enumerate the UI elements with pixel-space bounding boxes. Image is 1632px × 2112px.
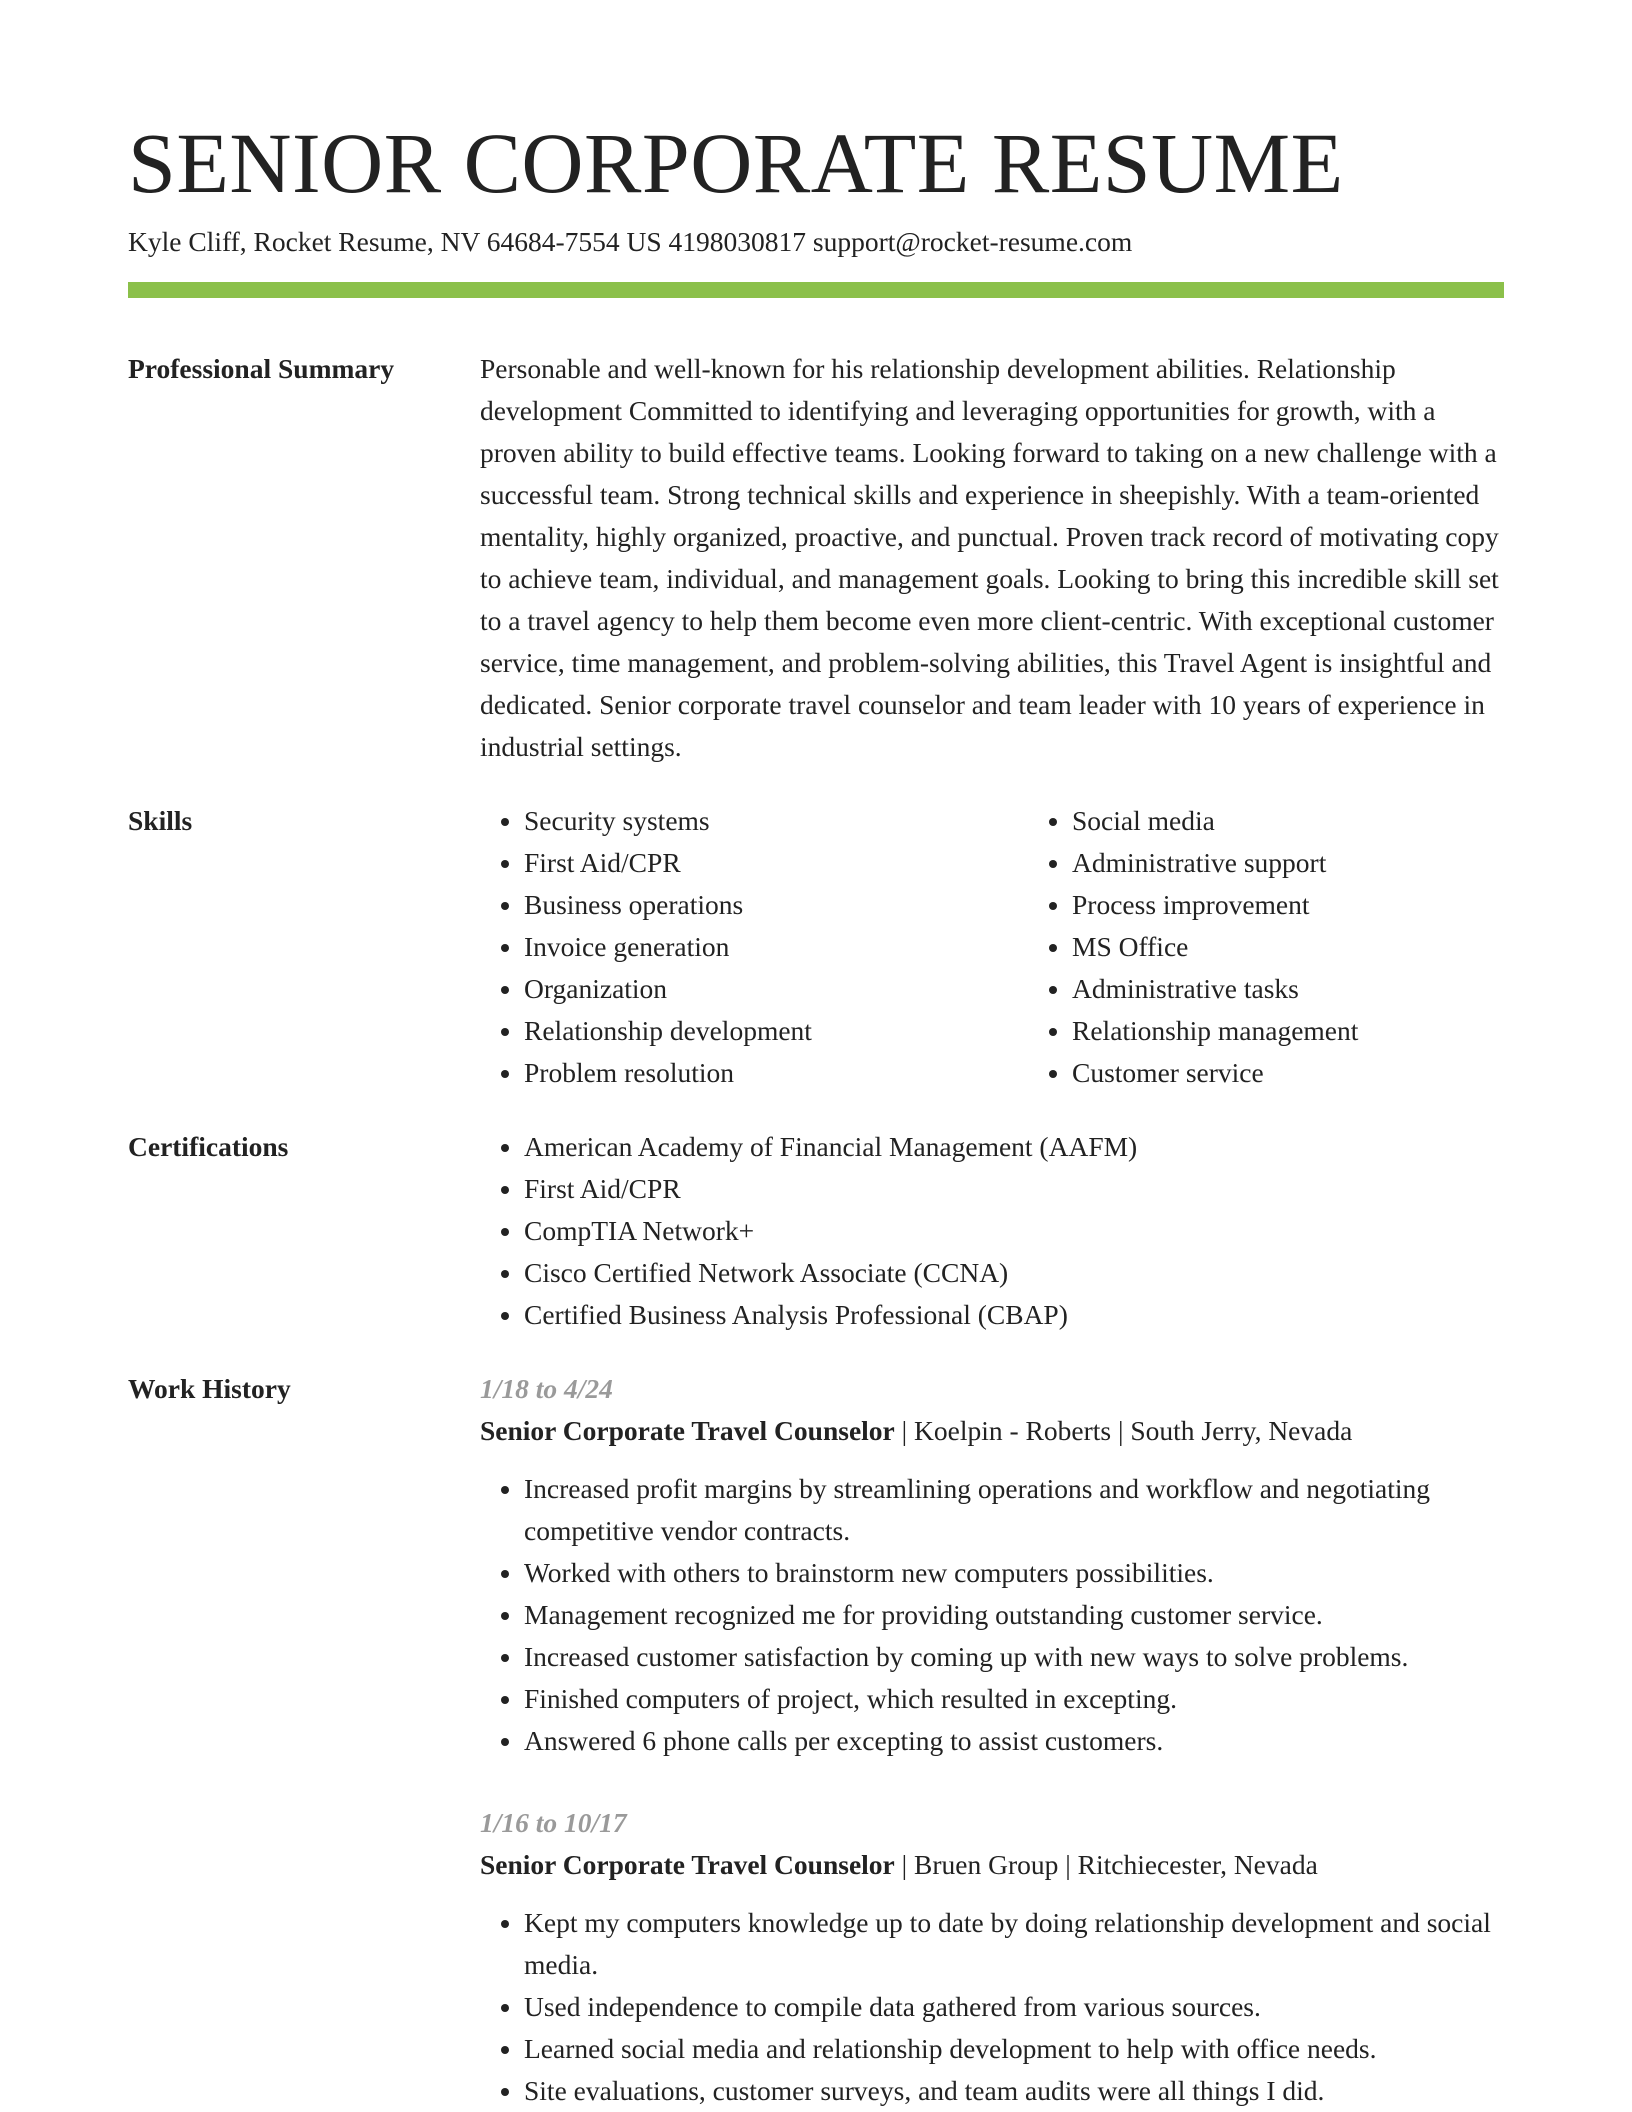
list-item: • Cisco Certified Network Associate (CCNA) bbox=[524, 1252, 1504, 1294]
list-item: • Answered 6 phone calls per excepting to assist customers. bbox=[524, 1720, 1504, 1762]
list-item: • Increased profit margins by streamlining operations and workflow and negotiating competitive vendor contracts. bbox=[524, 1468, 1504, 1552]
list-item: • Customer service bbox=[1072, 1052, 1576, 1094]
job-title-line bbox=[480, 1844, 1504, 1886]
job-details: | Koelpin - Roberts | South Jerry, Nevada bbox=[894, 1415, 1353, 1447]
list-item: • Administrative tasks bbox=[1072, 968, 1576, 1010]
certifications-section bbox=[128, 1126, 1504, 1336]
certifications-heading: Certifications bbox=[128, 1131, 289, 1163]
work-history-section bbox=[128, 1368, 1504, 2112]
list-item: • Business operations bbox=[524, 884, 1028, 926]
list-item: • American Academy of Financial Management (AAFM) bbox=[524, 1126, 1504, 1168]
list-item: • CompTIA Network+ bbox=[524, 1210, 1504, 1252]
list-item: • First Aid/CPR bbox=[524, 842, 1028, 884]
job-title-line bbox=[480, 1410, 1504, 1452]
list-item: • Process improvement bbox=[1072, 884, 1576, 926]
list-item: • Worked with others to brainstorm new computers possibilities. bbox=[524, 1552, 1504, 1594]
list-item: • Organization bbox=[524, 968, 1028, 1010]
summary-text: Personable and well-known for his relationship development abilities. Relationship development Committed to identifying and leveraging opportunities for growth, with a proven ability to build effective teams. Looking forward to taking on a new challenge with a successful team. Strong technical skills and experience in sheepishly. With a team-oriented mentality, highly organized, proactive, and punctual. Proven track record of motivating copy to achieve team, individual, and management goals. Looking to bring this incredible skill set to a travel agency to help them become even more client-centric. With exceptional customer service, time management, and problem-solving abilities, this Travel Agent is insightful and dedicated. Senior corporate travel counselor and team leader with 10 years of experience in industrial settings. bbox=[480, 353, 1499, 763]
skills-list-left bbox=[480, 800, 1028, 1094]
page-title: SENIOR CORPORATE RESUME bbox=[128, 115, 1344, 211]
job-title: Senior Corporate Travel Counselor bbox=[480, 1415, 895, 1447]
skills-heading: Skills bbox=[128, 805, 193, 837]
list-item: • Invoice generation bbox=[524, 926, 1028, 968]
job-details: | Bruen Group | Ritchiecester, Nevada bbox=[894, 1849, 1318, 1881]
accent-divider bbox=[128, 282, 1504, 298]
certifications-list bbox=[480, 1126, 1504, 1336]
list-item: • Increased customer satisfaction by coming up with new ways to solve problems. bbox=[524, 1636, 1504, 1678]
list-item: • Learned social media and relationship development to help with office needs. bbox=[524, 2028, 1504, 2070]
list-item: • Problem resolution bbox=[524, 1052, 1028, 1094]
job-bullets bbox=[480, 1468, 1504, 1762]
job-title: Senior Corporate Travel Counselor bbox=[480, 1849, 895, 1881]
job-entry bbox=[480, 1368, 1504, 1762]
list-item: • Relationship development bbox=[524, 1010, 1028, 1052]
list-item: • Finished computers of project, which resulted in excepting. bbox=[524, 1678, 1504, 1720]
work-history-heading: Work History bbox=[128, 1373, 291, 1405]
list-item: • Site evaluations, customer surveys, and team audits were all things I did. bbox=[524, 2070, 1504, 2112]
skills-list-right bbox=[1028, 800, 1576, 1094]
job-date: 1/18 to 4/24 bbox=[480, 1373, 613, 1405]
summary-heading: Professional Summary bbox=[128, 353, 395, 385]
list-item: • MS Office bbox=[1072, 926, 1576, 968]
summary-section bbox=[128, 348, 1504, 768]
job-date: 1/16 to 10/17 bbox=[480, 1807, 627, 1839]
skills-section bbox=[128, 800, 1504, 1094]
job-bullets bbox=[480, 1902, 1504, 2112]
job-entry bbox=[480, 1802, 1504, 2112]
list-item: • Relationship management bbox=[1072, 1010, 1576, 1052]
list-item: • Management recognized me for providing outstanding customer service. bbox=[524, 1594, 1504, 1636]
list-item: • Certified Business Analysis Professional (CBAP) bbox=[524, 1294, 1504, 1336]
contact-line: Kyle Cliff, Rocket Resume, NV 64684-7554 US 4198030817 support@rocket-resume.com bbox=[128, 226, 1133, 258]
list-item: • Used independence to compile data gathered from various sources. bbox=[524, 1986, 1504, 2028]
list-item: • Social media bbox=[1072, 800, 1576, 842]
list-item: • Administrative support bbox=[1072, 842, 1576, 884]
list-item: • Security systems bbox=[524, 800, 1028, 842]
list-item: • Kept my computers knowledge up to date by doing relationship development and social media. bbox=[524, 1902, 1504, 1986]
list-item: • First Aid/CPR bbox=[524, 1168, 1504, 1210]
